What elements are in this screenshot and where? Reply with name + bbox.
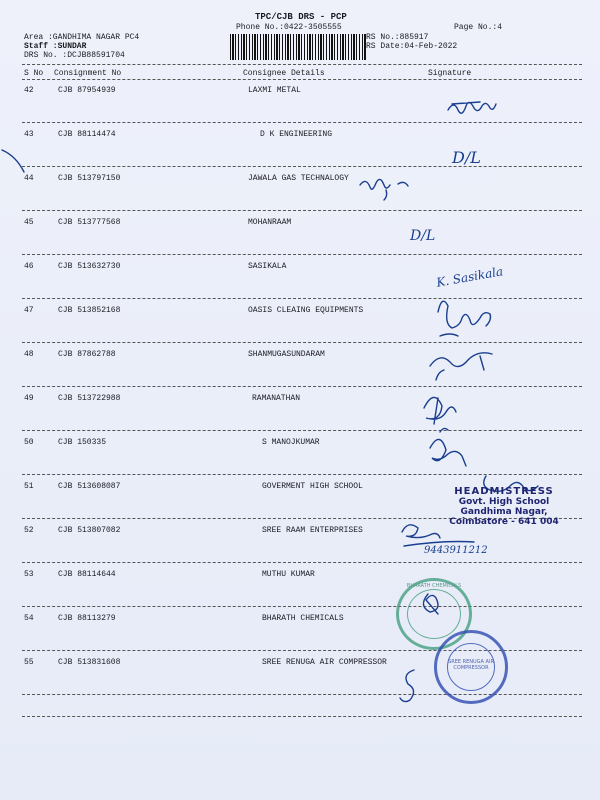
col-header-consignment: Consignment No xyxy=(54,69,122,78)
row-sno: 49 xyxy=(24,394,34,403)
stamp-line-4: Coimbatore - 641 004 xyxy=(449,517,559,527)
row-sno: 43 xyxy=(24,130,34,139)
handwritten-phone-number: 9443911212 xyxy=(424,545,488,556)
row-consignee: SREE RAAM ENTERPRISES xyxy=(262,526,363,535)
signature-row-48 xyxy=(430,353,492,380)
signature-row-52 xyxy=(402,525,474,546)
row-consignee: SHANMUGASUNDARAM xyxy=(248,350,325,359)
row-sno: 53 xyxy=(24,570,34,579)
stamp-line-1: HEADMISTRESS xyxy=(454,486,554,497)
row-sno: 47 xyxy=(24,306,34,315)
signature-row-50 xyxy=(430,428,466,466)
row-consignee: RAMANATHAN xyxy=(252,394,301,403)
row-consignee: MUTHU KUMAR xyxy=(262,570,315,579)
row-consignment-no: CJB 150335 xyxy=(58,438,107,447)
rs-date: RS Date:04-Feb-2022 xyxy=(366,42,458,51)
rs-number: RS No.:885917 xyxy=(366,33,429,42)
staff-field: Staff :SUNDAR xyxy=(24,42,87,51)
row-consignment-no: CJB 88114474 xyxy=(58,130,116,139)
row-consignee: SREE RENUGA AIR COMPRESSOR xyxy=(262,658,387,667)
row-sno: 54 xyxy=(24,614,34,623)
row-consignee: S MANOJKUMAR xyxy=(262,438,320,447)
signature-row-47 xyxy=(438,301,491,336)
row-consignee: MOHANRAAM xyxy=(248,218,292,227)
row-consignee: SASIKALA xyxy=(248,262,287,271)
row-sno: 42 xyxy=(24,86,34,95)
page-number: Page No.:4 xyxy=(454,23,503,32)
col-header-signature: Signature xyxy=(428,69,472,78)
stamp-line-2: Govt. High School xyxy=(458,497,550,507)
row-consignee: BHARATH CHEMICALS xyxy=(262,614,344,623)
row-consignment-no: CJB 513608087 xyxy=(58,482,121,491)
document-title: TPC/CJB DRS - PCP xyxy=(255,12,347,22)
row-consignment-no: CJB 513777568 xyxy=(58,218,121,227)
row-consignment-no: CJB 88113279 xyxy=(58,614,116,623)
row-consignee: LAXMI METAL xyxy=(248,86,301,95)
row-consignment-no: CJB 513831608 xyxy=(58,658,121,667)
bharath-stamp-text: BHARATH CHEMICALS xyxy=(406,583,462,589)
row-sno: 44 xyxy=(24,174,34,183)
row-sno: 50 xyxy=(24,438,34,447)
signature-row-42 xyxy=(448,102,496,113)
area-field: Area :GANDHIMA NAGAR PC4 xyxy=(24,33,140,42)
stamp-line-3: Gandhima Nagar, xyxy=(460,507,548,517)
row-consignment-no: CJB 87954939 xyxy=(58,86,116,95)
row-consignee: D K ENGINEERING xyxy=(260,130,333,139)
row-sno: 48 xyxy=(24,350,34,359)
handwritten-signature-row-46: K. Sasikala xyxy=(435,264,505,290)
row-consignment-no: CJB 513797150 xyxy=(58,174,121,183)
row-consignment-no: CJB 513852168 xyxy=(58,306,121,315)
margin-line-mark xyxy=(2,150,24,172)
signature-row-49 xyxy=(424,397,456,424)
signature-row-44 xyxy=(360,179,408,200)
drs-number: DRS No. :DCJB88591704 xyxy=(24,51,125,60)
school-stamp xyxy=(424,486,584,527)
row-consignment-no: CJB 88114644 xyxy=(58,570,116,579)
row-sno: 52 xyxy=(24,526,34,535)
row-consignee: JAWALA GAS TECHNALOGY xyxy=(248,174,349,183)
handwritten-dl-row-45: D/L xyxy=(410,228,436,244)
renuga-stamp-text: SREE RENUGA AIR COMPRESSOR xyxy=(448,659,494,671)
handwritten-dl-row-43: D/L xyxy=(452,148,481,167)
row-consignment-no: CJB 87862788 xyxy=(58,350,116,359)
renuga-compressor-stamp xyxy=(434,630,508,704)
row-sno: 51 xyxy=(24,482,34,491)
row-consignment-no: CJB 513807082 xyxy=(58,526,121,535)
row-sno: 46 xyxy=(24,262,34,271)
signature-row-55 xyxy=(400,670,414,702)
row-consignment-no: CJB 513722988 xyxy=(58,394,121,403)
row-consignee: OASIS CLEAING EQUIPMENTS xyxy=(248,306,364,315)
col-header-consignee: Consignee Details xyxy=(243,69,325,78)
row-consignment-no: CJB 513632730 xyxy=(58,262,121,271)
row-consignee: GOVERMENT HIGH SCHOOL xyxy=(262,482,363,491)
row-sno: 45 xyxy=(24,218,34,227)
col-header-sno: S No xyxy=(24,69,44,78)
phone-number: Phone No.:0422-3505555 xyxy=(236,23,342,32)
row-sno: 55 xyxy=(24,658,34,667)
